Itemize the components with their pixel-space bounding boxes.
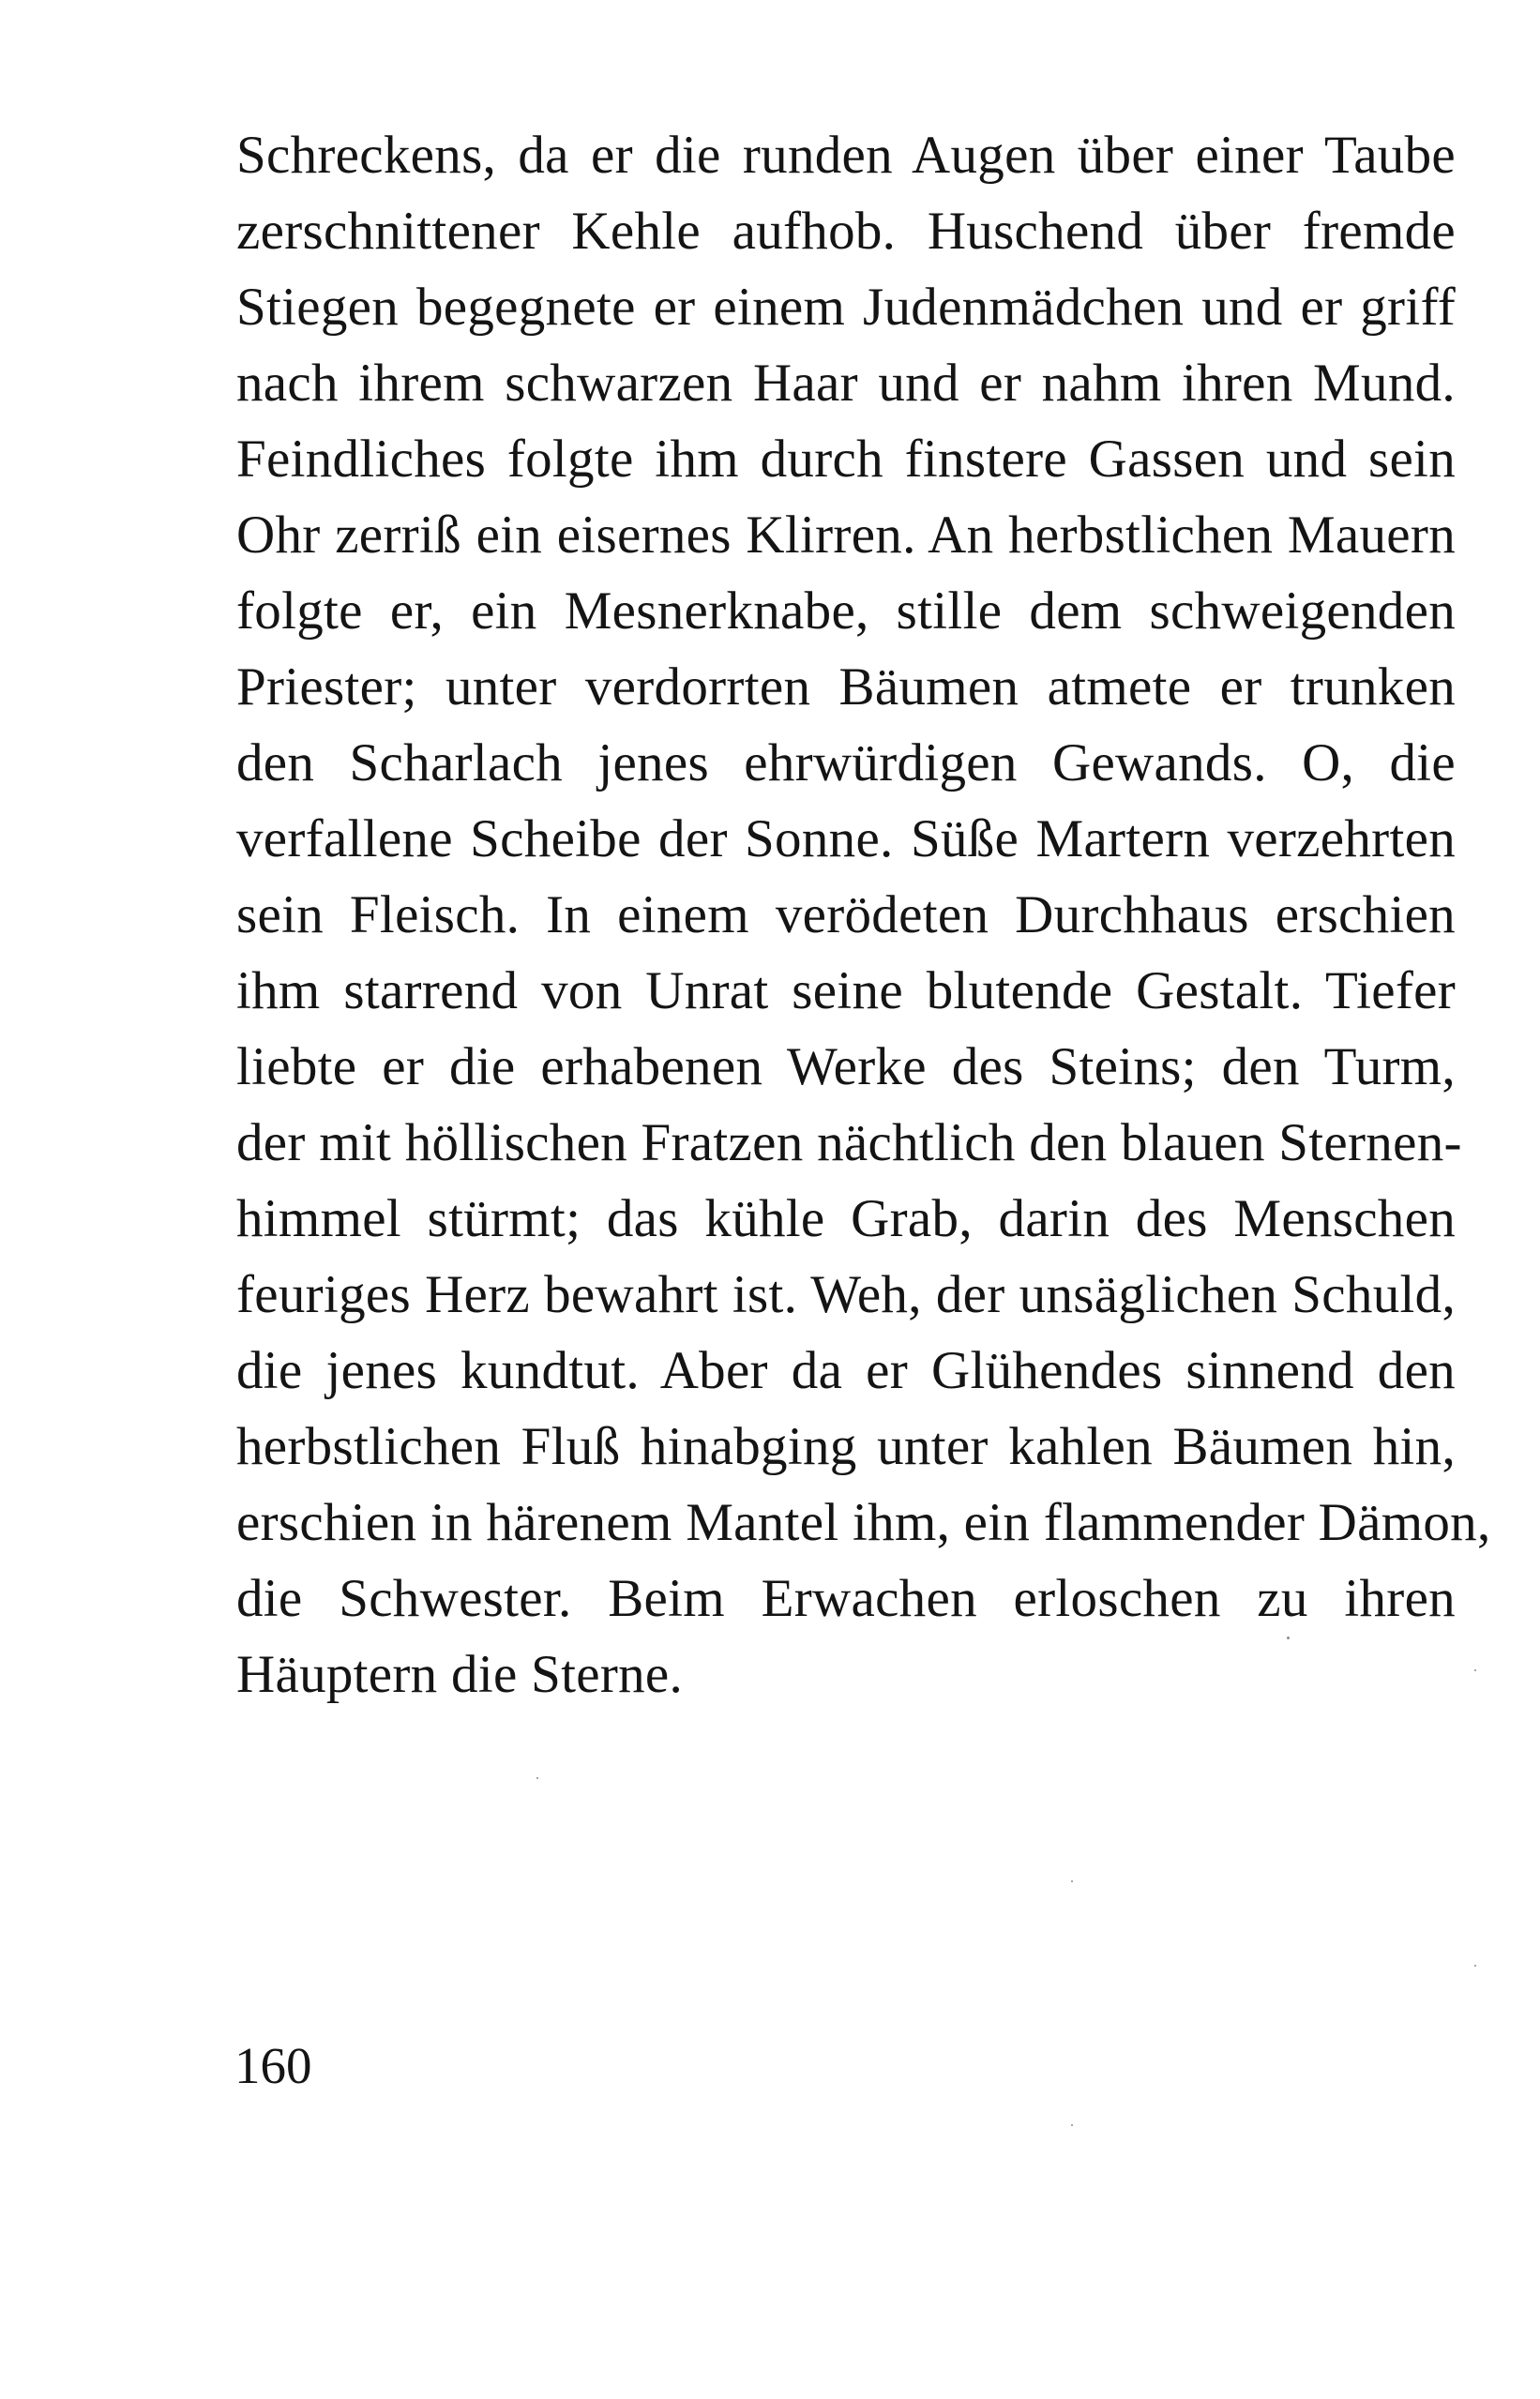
text-line: ihm starrend von Unrat seine blutende Gestalt. Tiefer — [236, 961, 1456, 1020]
text-line: die Schwester. Beim Erwachen erloschen zu ihren — [236, 1569, 1456, 1628]
text-line: Ohr zerriß ein eisernes Klirren. An herbstlichen Mauern — [236, 505, 1456, 565]
body-text — [236, 117, 1491, 1712]
scan-speck — [1474, 1965, 1476, 1967]
scan-speck — [1474, 1669, 1476, 1671]
text-line: Schreckens, da er die runden Augen über einer Taube — [236, 126, 1456, 185]
text-line: liebte er die erhabenen Werke des Steins; den Turm, — [236, 1037, 1456, 1096]
text-line: verfallene Scheibe der Sonne. Süße Martern verzehrten — [236, 809, 1456, 868]
scan-speck — [1287, 1637, 1290, 1639]
text-line: die jenes kundtut. Aber da er Glühendes sinnend den — [236, 1341, 1456, 1400]
text-line: herbstlichen Fluß hinabging unter kahlen Bäumen hin, — [236, 1417, 1456, 1476]
text-line: erschien in härenem Mantel ihm, ein flammender Dämon, — [236, 1493, 1491, 1552]
text-line: nach ihrem schwarzen Haar und er nahm ihren Mund. — [236, 354, 1456, 413]
text-line: Feindliches folgte ihm durch finstere Gassen und sein — [236, 430, 1456, 489]
text-line: Stiegen begegnete er einem Judenmädchen und er griff — [236, 278, 1456, 337]
text-line: sein Fleisch. In einem verödeten Durchhaus erschien — [236, 885, 1456, 944]
text-line: zerschnittener Kehle aufhob. Huschend über fremde — [236, 202, 1456, 261]
scan-speck — [1071, 2124, 1073, 2126]
text-line: Priester; unter verdorrten Bäumen atmete er trunken — [236, 657, 1456, 717]
text-line: den Scharlach jenes ehrwürdigen Gewands. O, die — [236, 733, 1456, 792]
scan-speck — [536, 1777, 538, 1779]
text-line: folgte er, ein Mesnerknabe, stille dem schweigenden — [236, 581, 1456, 641]
text-line: himmel stürmt; das kühle Grab, darin des Menschen — [236, 1189, 1456, 1248]
page-number: 160 — [234, 2037, 312, 2094]
scan-speck — [1071, 1880, 1073, 1882]
text-line-last: Häuptern die Sterne. — [236, 1645, 684, 1704]
text-line: feuriges Herz bewahrt ist. Weh, der unsäglichen Schuld, — [236, 1265, 1456, 1324]
text-line: der mit höllischen Fratzen nächtlich den blauen Sternen- — [236, 1113, 1462, 1172]
